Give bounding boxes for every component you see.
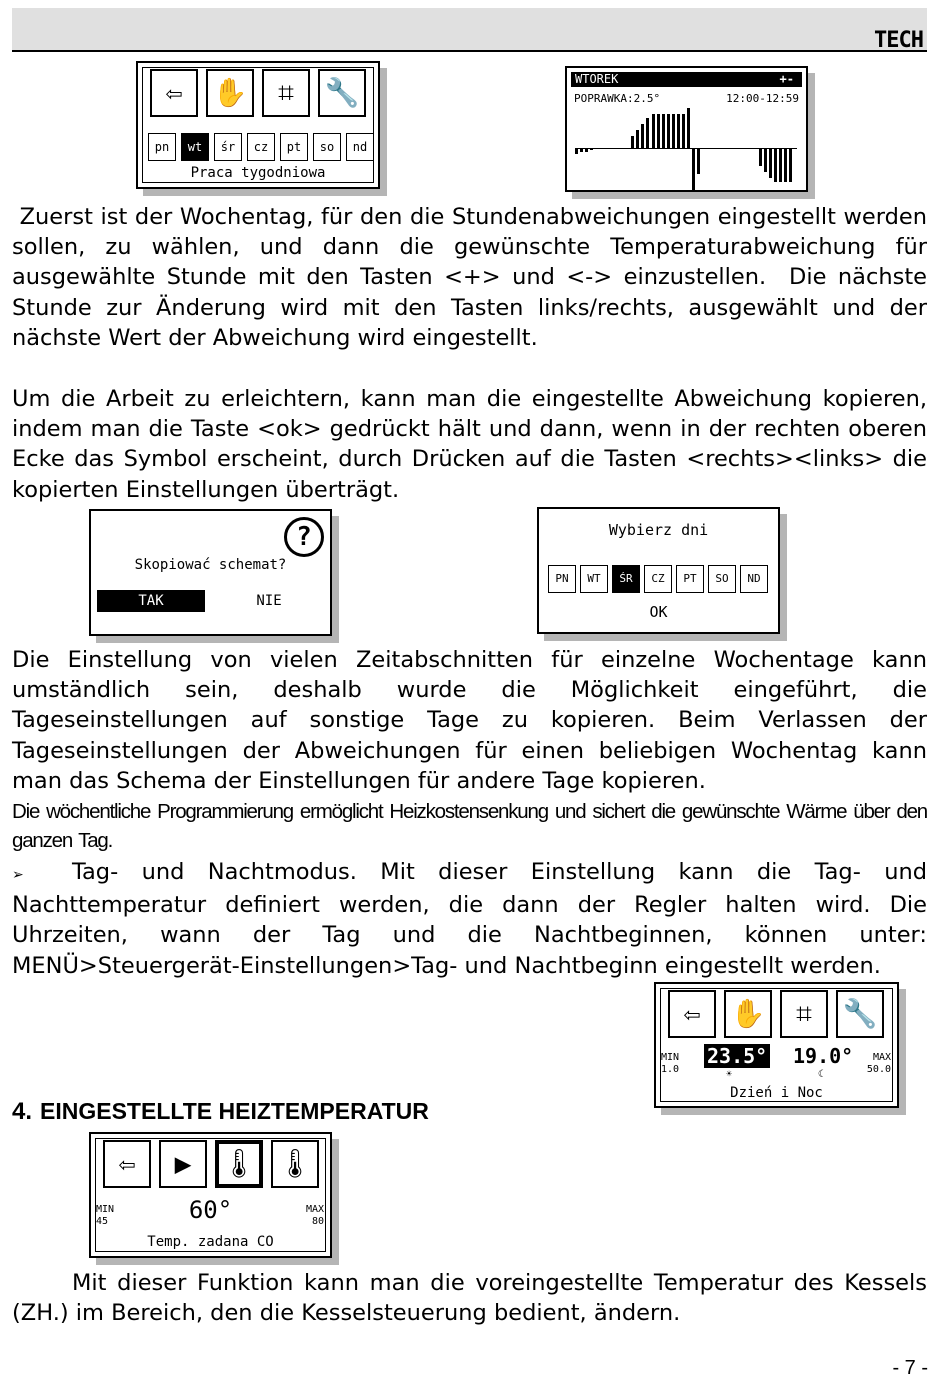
copy-question: Skopiować schemat? [134, 557, 287, 573]
lcd-caption: Praca tygodniowa [190, 165, 326, 181]
day-box: SO [708, 565, 736, 593]
day-box: pn [148, 133, 176, 161]
day-box: śr [214, 133, 242, 161]
thermometer-play-icon: 🌡 [271, 1140, 319, 1188]
min-label: MIN [96, 1204, 115, 1215]
offset-bar [764, 148, 767, 172]
day-title: WTOREK [575, 72, 619, 86]
tech-logo: TECH [874, 28, 923, 53]
offset-label: POPRAWKA:2.5° [574, 92, 661, 105]
offset-bar [667, 114, 670, 148]
day-box: cz [247, 133, 275, 161]
moon-icon: ☾ [818, 1069, 825, 1080]
lcd-copy-dialog [89, 509, 332, 636]
wrench-icon: 🔧 [836, 990, 884, 1038]
offset-bar [687, 108, 690, 148]
hand-tool-icon: ✋ [724, 990, 772, 1038]
day-box: so [313, 133, 341, 161]
offset-bar [631, 136, 634, 148]
grid-tool-icon: ⌗ [262, 69, 310, 117]
paragraph-6-text: Mit dieser Funktion kann man die voreingestellte Temperatur des Kessels (ZH.) im Bereich, den die Kesselsteuerung bedient, ändern. [12, 1270, 927, 1327]
set-temp-value: 60° [188, 1196, 233, 1224]
section-title-text: EINGESTELLTE HEIZTEMPERATUR [40, 1098, 429, 1124]
offset-bar [677, 114, 680, 148]
offset-bar [779, 148, 782, 182]
day-box: WT [580, 565, 608, 593]
offset-bar [646, 118, 649, 148]
lcd-caption: Dzień i Noc [730, 1085, 823, 1101]
paragraph-3: Die Einstellung von vielen Zeitabschnitten für einzelne Wochentage kann umständlich sein, deshalb wurde die Möglichkeit eingeführt, die Tageseinstellungen auf sonstige Tage zu kopieren. Beim Verlassen der Tageseinstellungen der Abweichungen für einen beliebigen Wochentag kann man das Schema der Einstellungen für andere Tage kopieren. [12, 647, 927, 794]
offset-bar [575, 148, 578, 154]
day-box: nd [346, 133, 374, 161]
exit-icon: ⇦ [668, 990, 716, 1038]
page-header [12, 8, 927, 52]
max-value: 80 [311, 1216, 324, 1227]
offset-bar [657, 114, 660, 148]
hand-tool-icon: ✋ [206, 69, 254, 117]
paragraph-4: Die wöchentliche Programmierung ermöglicht Heizkostensenkung und sichert die gewünschte Wärme über den ganzen Tag. [12, 800, 927, 852]
day-box: PN [548, 565, 576, 593]
page-number: - 7 - [892, 1357, 928, 1379]
offset-bar [789, 148, 792, 182]
paragraph-2: Um die Arbeit zu erleichtern, kann man die eingestellte Abweichung kopieren, indem man die Taste <ok> gedrückt hält und dann, wenn in der rechten oberen Ecke das Symbol erscheint, durch Drücken auf die Tasten <rechts><links> die kopierten Einstellungen überträgt. [12, 386, 927, 503]
offset-bar [652, 114, 655, 148]
exit-icon: ⇦ [103, 1140, 151, 1188]
day-box-selected: wt [181, 133, 209, 161]
question-icon: ? [284, 517, 324, 557]
max-label: MAX [872, 1052, 891, 1063]
paragraph-1: Zuerst ist der Wochentag, für den die Stundenabweichungen eingestellt werden sollen, zu wählen, und dann die gewünschte Temperaturabweichung für ausgewählte Stunde mit den Tasten <+> und <-> einzustellen. Die nächste Stunde zur Änderung wird mit den Tasten links/rechts, ausgewählt und der nächste Wert der Abweichung wird eingestellt. [12, 204, 935, 351]
grid-tool-icon: ⌗ [780, 990, 828, 1038]
day-box: PT [676, 565, 704, 593]
offset-bar [682, 114, 685, 148]
offset-bar [672, 114, 675, 148]
offset-bar [774, 148, 777, 182]
day-box: pt [280, 133, 308, 161]
min-label: MIN [661, 1052, 680, 1063]
day-temp-value: 23.5° [704, 1044, 770, 1068]
offset-bar [636, 130, 639, 148]
paragraph-5-text: Tag- und Nachtmodus. Mit dieser Einstellung kann die Tag- und Nachttemperatur definiert werden, die dann der Regler halten wird. Die Uhrzeiten, wann der Tag und die Nachtbeginnen, können unter: MENÜ>Steuergerät-Einstellungen>Tag- und Nachtbeginn eingestellt werden. [12, 859, 927, 979]
lcd-caption: Temp. zadana CO [147, 1234, 274, 1250]
max-label: MAX [305, 1204, 324, 1215]
min-value: 1.0 [661, 1064, 680, 1075]
offset-bar-chart [575, 108, 797, 186]
lcd-day-night [654, 982, 899, 1108]
no-button[interactable]: NIE [256, 593, 282, 609]
offset-bar [769, 148, 772, 178]
offset-bar [759, 148, 762, 166]
offset-bar [662, 114, 665, 148]
day-box: ND [740, 565, 768, 593]
offset-bar [697, 148, 700, 174]
section-number: 4. [12, 1098, 33, 1125]
sun-icon: ☀ [726, 1069, 733, 1080]
offset-bar [641, 124, 644, 148]
offset-bar [590, 148, 593, 150]
paragraph-5 [12, 857, 927, 981]
max-value: 50.0 [866, 1064, 891, 1075]
thermometer-settings-icon: 🌡 [215, 1140, 263, 1188]
day-box: CZ [644, 565, 672, 593]
yes-button[interactable]: TAK [97, 590, 205, 612]
ok-button[interactable]: OK [649, 603, 668, 621]
lcd-hourly-offset [565, 66, 808, 192]
paragraph-6 [12, 1268, 927, 1328]
min-value: 45 [96, 1216, 109, 1227]
time-range: 12:00-12:59 [726, 92, 799, 105]
section-heading [12, 1098, 429, 1126]
exit-icon: ⇦ [150, 69, 198, 117]
offset-bar [692, 148, 695, 192]
offset-bar [784, 148, 787, 182]
night-temp-value: 19.0° [793, 1044, 854, 1068]
day-title-bar [571, 72, 802, 87]
lcd-set-temperature [89, 1132, 332, 1258]
bullet-icon: ➢ [12, 867, 24, 883]
offset-bar [580, 148, 583, 152]
lcd-choose-days [537, 507, 780, 634]
lcd-weekly-work [136, 61, 380, 189]
play-tool-icon: ▶ [159, 1140, 207, 1188]
offset-bar [585, 148, 588, 152]
wrench-icon: 🔧 [318, 69, 366, 117]
choose-days-title: Wybierz dni [608, 521, 709, 539]
copy-symbol: +- [779, 72, 794, 86]
day-box-selected: ŚR [612, 565, 640, 593]
